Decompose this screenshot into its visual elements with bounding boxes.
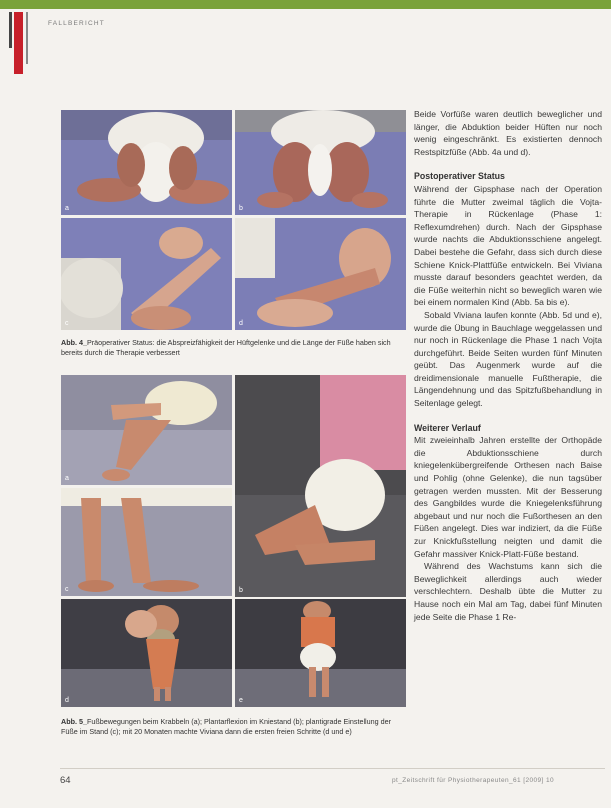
section-heading: Weiterer Verlauf	[414, 422, 481, 433]
fig5-photo-a	[61, 375, 232, 485]
figure5-caption-label: Abb. 5_	[61, 717, 87, 726]
fig4-photo-c	[61, 218, 232, 330]
article-paragraph: Beide Vorfüße waren deutlich beweglicher und länger, die Abduktion beider Hüften nur noch wenig eingeschränkt. Es existierten dennoch Restspitzfüße (Abb. 4a und d).	[414, 109, 602, 157]
figure5-caption-text: Fußbewegungen beim Krabbeln (a); Plantarflexion im Kniestand (b); plantigrade Einstellung der Füße im Stand (c); mit 20 Monaten machte Viviana dann die ersten freien Schritte (d und e)	[61, 717, 392, 736]
page-number: 64	[60, 775, 71, 786]
fig5-photo-d	[61, 599, 232, 707]
fig5-panel-letter: a	[65, 475, 69, 482]
fig4-panel-letter: a	[65, 205, 69, 212]
margin-grey-bar	[26, 12, 28, 64]
fig5-photo-b	[235, 375, 406, 597]
fig5-panel-letter: b	[239, 587, 243, 594]
fig5-panel-letter: c	[65, 586, 69, 593]
top-accent-bar	[0, 0, 611, 9]
article-paragraph: Sobald Viviana laufen konnte (Abb. 5d und e), wurde die Übung in Bauchlage weggelassen und nur noch in Rückenlage die Phase 1 nach Vojta durchgeführt. Beide Seiten wurden fünf Minuten geübt. Das Augenmerk wurde auf die dreidimensionale manuelle Fußtherapie, die Längendehnung und das Spitzfußbehandlung in Seitenlage gelegt.	[414, 309, 602, 409]
article-paragraph: Mit zweieinhalb Jahren erstellte der Orthopäde die Abduktionsschiene durch kniegelenkübergreifende Orthesen nach Baise und Pohlig (ohne Gelenke), die nun tagsüber getragen werden mussten. Mit der Besserung des Gangbildes wurde die Kniegelenksführung abgebaut und nur noch die Fußorthesen an den Füßen angelegt. Dies war indiziert, da die Füße zur Knickfußstellung neigten und damit die Gefahr massiver Knick-Platt-Füße bestand.	[414, 435, 602, 559]
section-heading: Postoperativer Status	[414, 171, 505, 182]
fig4-photo-d	[235, 218, 406, 330]
figure4-caption	[61, 338, 406, 358]
margin-red-bar	[14, 12, 23, 74]
footer-rule	[60, 768, 605, 769]
fig4-panel-letter: b	[239, 205, 243, 212]
figure5-caption	[61, 717, 406, 737]
article-paragraph: Während der Gipsphase nach der Operation führte die Mutter zweimal täglich die Vojta-Therapie in Rückenlage (Phase 1: Reflexumdrehen) durch. Nach der Gipsphase wurde nachts die Abduktionsschiene angelegt. Dabei bestehe die Gefahr, dass sich durch diese Schiene Knick-Plattfüße entwickeln. Bei Viviana musste darauf besonders geachtet werden, da die Füße weiterhin nicht so beweglich waren wie bei einem normalen Kind (Abb. 5a bis e).	[414, 183, 602, 308]
fig5-photo-e	[235, 599, 406, 707]
fig5-panel-letter: d	[65, 697, 69, 704]
margin-dark-bar	[9, 12, 12, 48]
article-column	[414, 108, 602, 623]
journal-reference: pt_Zeitschrift für Physiotherapeuten_61 [2009] 10	[392, 777, 554, 784]
fig4-panel-letter: c	[65, 320, 69, 327]
fig4-photo-a	[61, 110, 232, 215]
fig5-panel-letter: e	[239, 697, 243, 704]
section-label: FALLBERICHT	[48, 20, 105, 27]
article-paragraph: Während des Wachstums kann sich die Beweglichkeit allerdings auch wieder verschlechtern. Deshalb übte die Mutter zu Hause noch ein Mal am Tag, dabei fünf Minuten jede Seite die Phase 1 Re-	[414, 561, 602, 622]
fig4-panel-letter: d	[239, 320, 243, 327]
figure4-caption-text: Präoperativer Status: die Abspreizfähigkeit der Hüftgelenke und die Länge der Füße haben sich bereits durch die Therapie verbessert	[61, 338, 391, 357]
fig5-photo-c	[61, 488, 232, 596]
figure4-caption-label: Abb. 4_	[61, 338, 87, 347]
fig4-photo-b	[235, 110, 406, 215]
